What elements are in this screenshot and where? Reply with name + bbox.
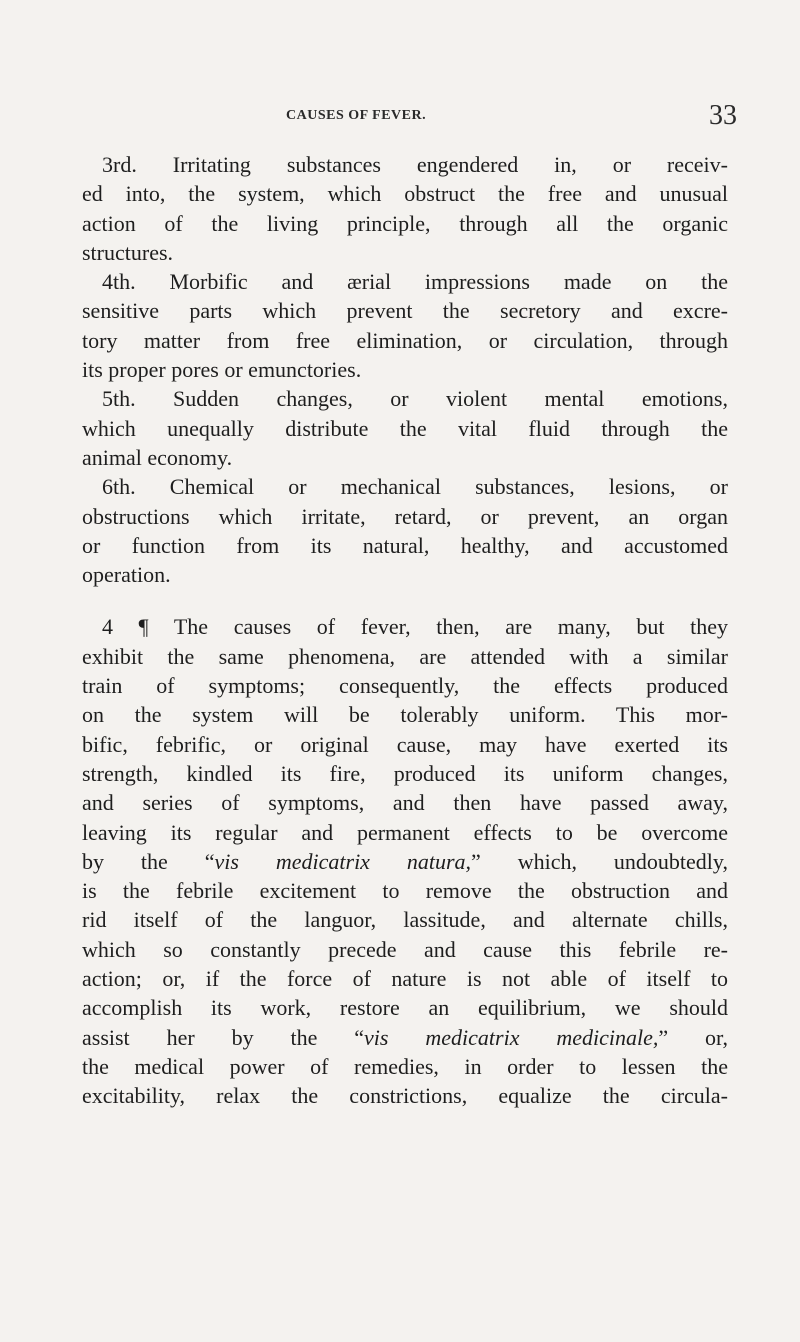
paragraph-6th <box>82 472 728 589</box>
text-line: strength, kindled its fire, produced its uniform changes, <box>82 760 728 786</box>
text-fragment: ” or, <box>658 1024 729 1050</box>
latin-phrase: vis medicatrix natura, <box>214 848 472 874</box>
text-line: 4 ¶ The causes of fever, then, are many, but they <box>102 614 728 640</box>
text-line: animal economy. <box>82 444 233 470</box>
text-line: which unequally distribute the vital fluid through the <box>82 415 728 441</box>
text-line: action of the living principle, through all the organic <box>82 210 728 236</box>
text-line: structures. <box>82 239 174 265</box>
text-line: 4th. Morbific and ærial impressions made on the <box>102 269 728 295</box>
text-line: on the system will be tolerably uniform. This mor- <box>82 702 728 728</box>
running-title: CAUSES OF FEVER. <box>286 108 427 123</box>
text-line: tory matter from free elimination, or circulation, through <box>82 327 728 353</box>
text-fragment: by the “ <box>82 848 215 874</box>
text-line: which so constantly precede and cause this febrile re- <box>82 936 728 962</box>
text-line: rid itself of the languor, lassitude, and alternate chills, <box>82 907 728 933</box>
text-line: bific, febrific, or original cause, may have exerted its <box>82 731 728 757</box>
text-line: its proper pores or emunctories. <box>82 357 362 383</box>
text-line <box>82 847 728 876</box>
text-line: 5th. Sudden changes, or violent mental emotions, <box>102 386 728 412</box>
text-line: accomplish its work, restore an equilibrium, we should <box>82 995 728 1021</box>
text-line: and series of symptoms, and then have passed away, <box>82 790 728 816</box>
paragraph-gap <box>82 589 728 612</box>
text-line: exhibit the same phenomena, are attended with a similar <box>82 643 728 669</box>
paragraph-3rd <box>82 150 728 267</box>
text-line: is the febrile excitement to remove the obstruction and <box>82 878 728 904</box>
paragraph-5th <box>82 384 728 472</box>
paragraph-4th <box>82 267 728 384</box>
text-line <box>82 1023 728 1052</box>
page-number: 33 <box>709 100 737 131</box>
text-line: obstructions which irritate, retard, or prevent, an organ <box>82 503 728 529</box>
paragraph-section-4 <box>82 612 728 1110</box>
text-line: 3rd. Irritating substances engendered in, or receiv- <box>102 152 728 177</box>
text-line: leaving its regular and permanent effects to be overcome <box>82 819 728 845</box>
running-head <box>0 86 800 131</box>
text-line: or function from its natural, healthy, and accustomed <box>82 532 728 558</box>
text-line: 6th. Chemical or mechanical substances, lesions, or <box>102 474 728 500</box>
text-line: excitability, relax the constrictions, equalize the circula- <box>82 1083 728 1109</box>
text-line: the medical power of remedies, in order to lessen the <box>82 1053 728 1079</box>
text-line: operation. <box>82 562 171 588</box>
latin-phrase: vis medicatrix medicinale, <box>364 1024 659 1050</box>
text-line: train of symptoms; consequently, the effects produced <box>82 673 728 699</box>
text-line: action; or, if the force of nature is not able of itself to <box>82 966 728 992</box>
text-fragment: ” which, undoubtedly, <box>471 848 728 874</box>
text-line: ed into, the system, which obstruct the free and unusual <box>82 181 728 207</box>
body-text <box>82 150 728 1111</box>
text-line: sensitive parts which prevent the secretory and excre- <box>82 298 728 324</box>
text-fragment: assist her by the “ <box>82 1024 365 1050</box>
